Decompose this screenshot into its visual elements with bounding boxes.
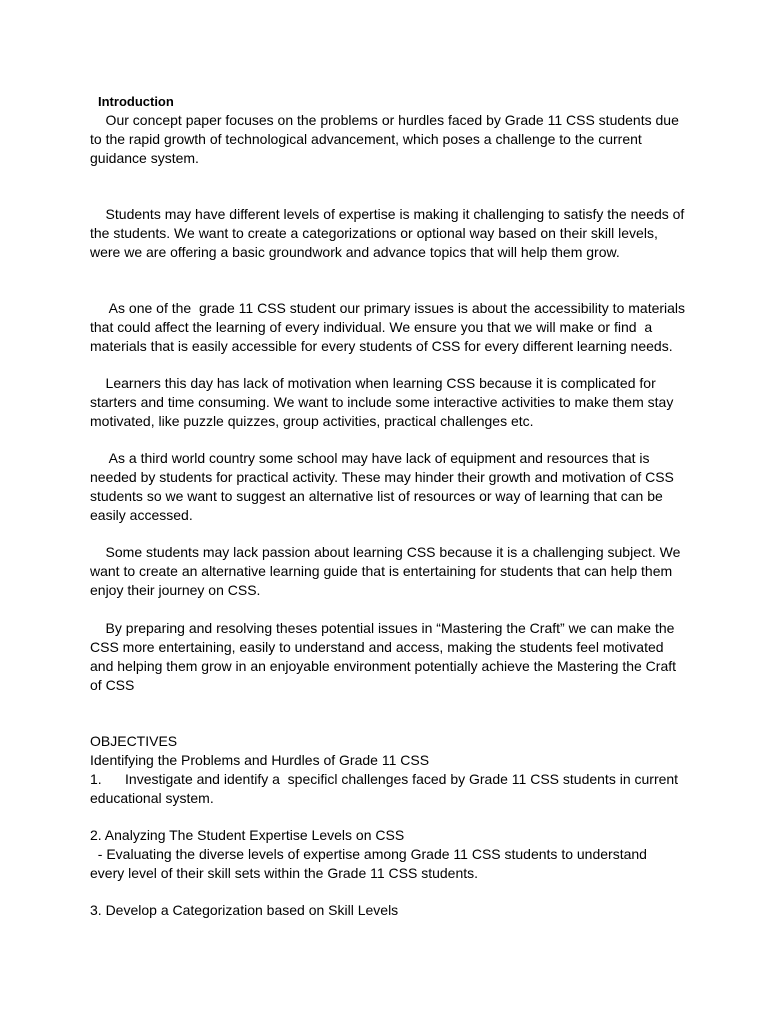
paragraph-1-line-3: guidance system. — [90, 150, 199, 166]
paragraph-7-line-2: CSS more entertaining, easily to understand and access, making the students feel motivated — [90, 639, 664, 655]
paragraph-2-line-3: were we are offering a basic groundwork and advance topics that will help them grow. — [90, 244, 620, 260]
paragraph-4-line-1: Learners this day has lack of motivation when learning CSS because it is complicated for — [90, 375, 656, 391]
paragraph-7-line-1: By preparing and resolving theses potential issues in “Mastering the Craft” we can make the — [90, 620, 675, 636]
paragraph-2-line-2: the students. We want to create a categorizations or optional way based on their skill levels, — [90, 225, 658, 241]
paragraph-5-line-4: easily accessed. — [90, 507, 193, 523]
paragraph-7-line-4: of CSS — [90, 677, 135, 693]
objectives-subtitle: Identifying the Problems and Hurdles of Grade 11 CSS — [90, 752, 430, 768]
objective-2-line-1: - Evaluating the diverse levels of expertise among Grade 11 CSS students to understand — [90, 846, 647, 862]
paragraph-4-line-3: motivated, like puzzle quizzes, group activities, practical challenges etc. — [90, 413, 534, 429]
objective-1-line-1: 1. Investigate and identify a specificl challenges faced by Grade 11 CSS students in current — [90, 771, 679, 787]
paragraph-6-line-3: enjoy their journey on CSS. — [90, 582, 261, 598]
objective-3-title: 3. Develop a Categorization based on Skill Levels — [90, 902, 399, 918]
paragraph-5-line-3: students so we want to suggest an alternative list of resources or way of learning that can be — [90, 488, 663, 504]
objective-1-line-2: educational system. — [90, 790, 214, 806]
objective-2-title: 2. Analyzing The Student Expertise Levels on CSS — [90, 827, 405, 843]
paragraph-6-line-1: Some students may lack passion about learning CSS because it is a challenging subject. We — [90, 544, 681, 560]
paragraph-3-line-2: that could affect the learning of every individual. We ensure you that we will make or find a — [90, 319, 653, 335]
paragraph-5-line-2: needed by students for practical activity. These may hinder their growth and motivation of CSS — [90, 469, 674, 485]
paragraph-3-line-1: As one of the grade 11 CSS student our primary issues is about the accessibility to materials — [90, 300, 686, 316]
introduction-heading: Introduction — [98, 94, 174, 109]
paragraph-3-line-3: materials that is easily accessible for every students of CSS for every different learning needs. — [90, 338, 673, 354]
paragraph-6-line-2: want to create an alternative learning guide that is entertaining for students that can help them — [90, 563, 673, 579]
objective-2-line-2: every level of their skill sets within the Grade 11 CSS students. — [90, 865, 479, 881]
objectives-title: OBJECTIVES — [90, 733, 178, 749]
paragraph-7-line-3: and helping them grow in an enjoyable environment potentially achieve the Mastering the Craft — [90, 658, 677, 674]
paragraph-4-line-2: starters and time consuming. We want to include some interactive activities to make them stay — [90, 394, 674, 410]
paragraph-5-line-1: As a third world country some school may have lack of equipment and resources that is — [90, 450, 650, 466]
paragraph-1-line-1: Our concept paper focuses on the problems or hurdles faced by Grade 11 CSS students due — [90, 112, 679, 128]
paragraph-1-line-2: to the rapid growth of technological advancement, which poses a challenge to the current — [90, 131, 642, 147]
paragraph-2-line-1: Students may have different levels of expertise is making it challenging to satisfy the needs of — [90, 206, 685, 222]
